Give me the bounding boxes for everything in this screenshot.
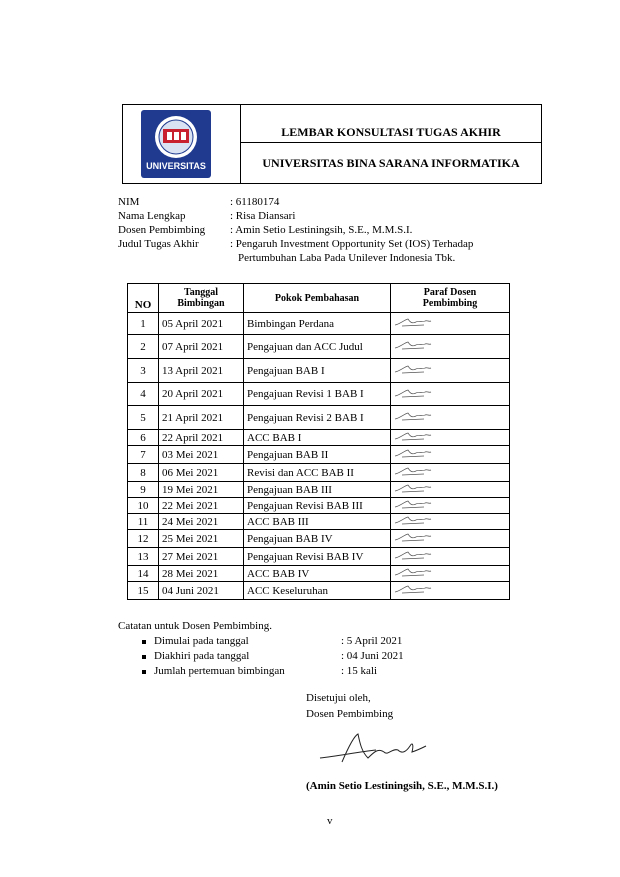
- row-date: 06 Mei 2021: [159, 464, 244, 482]
- initial-signature-icon: [394, 532, 432, 542]
- row-date: 28 Mei 2021: [159, 566, 244, 582]
- table-row: [128, 446, 510, 464]
- row-topic: Pengajuan BAB III: [244, 482, 391, 498]
- table-row: [128, 335, 510, 359]
- note-label-count: Jumlah pertemuan bimbingan: [154, 665, 285, 677]
- row-date: 03 Mei 2021: [159, 446, 244, 464]
- row-signature: [391, 464, 510, 482]
- header-pokok: Pokok Pembahasan: [244, 284, 391, 313]
- row-signature: [391, 335, 510, 359]
- logo-caption: UNIVERSITAS: [146, 161, 206, 171]
- initial-signature-icon: [394, 584, 432, 594]
- initial-signature-icon: [394, 483, 432, 493]
- row-topic: Pengajuan Revisi 1 BAB I: [244, 383, 391, 406]
- table-row: [128, 313, 510, 335]
- row-no: 4: [128, 383, 159, 406]
- note-value-end: : 04 Juni 2021: [341, 650, 404, 662]
- row-no: 9: [128, 482, 159, 498]
- row-date: 22 Mei 2021: [159, 498, 244, 514]
- row-date: 20 April 2021: [159, 383, 244, 406]
- row-topic: Pengajuan BAB II: [244, 446, 391, 464]
- table-row: [128, 383, 510, 406]
- row-topic: ACC BAB I: [244, 430, 391, 446]
- info-value-title-cont: Pertumbuhan Laba Pada Unilever Indonesia Tbk.: [238, 252, 456, 264]
- initial-signature-icon: [394, 364, 432, 374]
- row-no: 10: [128, 498, 159, 514]
- table-row: [128, 548, 510, 566]
- document-title: LEMBAR KONSULTASI TUGAS AKHIR: [241, 105, 541, 143]
- table-row: [128, 530, 510, 548]
- table-row: [128, 406, 510, 430]
- row-signature: [391, 406, 510, 430]
- info-value-nim: : 61180174: [230, 196, 280, 208]
- row-signature: [391, 313, 510, 335]
- bullet-icon: [142, 640, 146, 644]
- row-signature: [391, 498, 510, 514]
- info-value-name: : Risa Diansari: [230, 210, 296, 222]
- table-row: [128, 482, 510, 498]
- note-label-end: Diakhiri pada tanggal: [154, 650, 250, 662]
- header-paraf-line1: Paraf Dosen: [423, 287, 477, 298]
- row-topic: Revisi dan ACC BAB II: [244, 464, 391, 482]
- row-date: 13 April 2021: [159, 359, 244, 383]
- advisor-signature: [318, 730, 430, 770]
- row-no: 6: [128, 430, 159, 446]
- row-no: 1: [128, 313, 159, 335]
- header-paraf-line2: Pembimbing: [422, 298, 478, 309]
- row-topic: Pengajuan Revisi 2 BAB I: [244, 406, 391, 430]
- info-label-advisor: Dosen Pembimbing: [118, 224, 206, 236]
- row-topic: Bimbingan Perdana: [244, 313, 391, 335]
- row-signature: [391, 430, 510, 446]
- row-topic: ACC BAB IV: [244, 566, 391, 582]
- header-no: NO: [128, 284, 159, 313]
- advisor-name: (Amin Setio Lestiningsih, S.E., M.M.S.I.): [306, 780, 498, 792]
- row-topic: Pengajuan Revisi BAB III: [244, 498, 391, 514]
- info-label-title: Judul Tugas Akhir: [118, 238, 199, 250]
- row-date: 27 Mei 2021: [159, 548, 244, 566]
- row-date: 25 Mei 2021: [159, 530, 244, 548]
- row-signature: [391, 446, 510, 464]
- initial-signature-icon: [394, 499, 432, 509]
- initial-signature-icon: [394, 567, 432, 577]
- row-signature: [391, 566, 510, 582]
- row-date: 05 April 2021: [159, 313, 244, 335]
- row-no: 11: [128, 514, 159, 530]
- info-value-advisor: : Amin Setio Lestiningsih, S.E., M.M.S.I.: [230, 224, 413, 236]
- row-date: 21 April 2021: [159, 406, 244, 430]
- row-signature: [391, 482, 510, 498]
- header-box: [122, 104, 542, 184]
- bullet-icon: [142, 655, 146, 659]
- table-row: [128, 514, 510, 530]
- initial-signature-icon: [394, 550, 432, 560]
- initial-signature-icon: [394, 317, 432, 327]
- row-no: 8: [128, 464, 159, 482]
- row-topic: ACC Keseluruhan: [244, 582, 391, 600]
- header-tanggal: [159, 284, 244, 313]
- university-name: UNIVERSITAS BINA SARANA INFORMATIKA: [262, 156, 520, 170]
- initial-signature-icon: [394, 515, 432, 525]
- note-value-count: : 15 kali: [341, 665, 378, 677]
- row-no: 3: [128, 359, 159, 383]
- note-value-start: : 5 April 2021: [341, 635, 403, 647]
- table-body: [128, 313, 510, 600]
- table-row: [128, 582, 510, 600]
- row-no: 14: [128, 566, 159, 582]
- row-topic: Pengajuan dan ACC Judul: [244, 335, 391, 359]
- initial-signature-icon: [394, 411, 432, 421]
- row-date: 07 April 2021: [159, 335, 244, 359]
- row-date: 24 Mei 2021: [159, 514, 244, 530]
- row-signature: [391, 383, 510, 406]
- row-topic: Pengajuan BAB IV: [244, 530, 391, 548]
- info-label-nim: NIM: [118, 196, 140, 208]
- table-row: [128, 359, 510, 383]
- approval-line1: Disetujui oleh,: [306, 692, 371, 704]
- row-topic: ACC BAB III: [244, 514, 391, 530]
- notes-heading: Catatan untuk Dosen Pembimbing.: [118, 620, 272, 632]
- info-label-name: Nama Lengkap: [118, 210, 186, 222]
- university-logo: [141, 110, 211, 178]
- row-no: 7: [128, 446, 159, 464]
- note-label-start: Dimulai pada tanggal: [154, 635, 249, 647]
- row-no: 12: [128, 530, 159, 548]
- approval-line2: Dosen Pembimbing: [306, 708, 394, 720]
- row-signature: [391, 530, 510, 548]
- table-row: [128, 430, 510, 446]
- header-tanggal-line1: Tanggal: [183, 287, 219, 298]
- initial-signature-icon: [394, 448, 432, 458]
- logo-cell: [123, 105, 241, 183]
- initial-signature-icon: [394, 388, 432, 398]
- consultation-table: [127, 283, 510, 600]
- row-no: 5: [128, 406, 159, 430]
- header-tanggal-line2: Bimbingan: [177, 298, 225, 309]
- info-value-title: : Pengaruh Investment Opportunity Set (IOS) Terhadap: [230, 238, 474, 250]
- initial-signature-icon: [394, 466, 432, 476]
- table-row: [128, 498, 510, 514]
- row-signature: [391, 359, 510, 383]
- table-row: [128, 464, 510, 482]
- row-no: 13: [128, 548, 159, 566]
- header-paraf: [391, 284, 510, 313]
- row-no: 2: [128, 335, 159, 359]
- initial-signature-icon: [394, 340, 432, 350]
- bullet-icon: [142, 670, 146, 674]
- row-topic: Pengajuan Revisi BAB IV: [244, 548, 391, 566]
- row-date: 19 Mei 2021: [159, 482, 244, 498]
- row-date: 04 Juni 2021: [159, 582, 244, 600]
- row-topic: Pengajuan BAB I: [244, 359, 391, 383]
- table-row: [128, 566, 510, 582]
- table-header-row: [128, 284, 510, 313]
- row-no: 15: [128, 582, 159, 600]
- row-signature: [391, 582, 510, 600]
- row-signature: [391, 514, 510, 530]
- row-signature: [391, 548, 510, 566]
- page-number: v: [327, 815, 333, 827]
- row-date: 22 April 2021: [159, 430, 244, 446]
- initial-signature-icon: [394, 431, 432, 441]
